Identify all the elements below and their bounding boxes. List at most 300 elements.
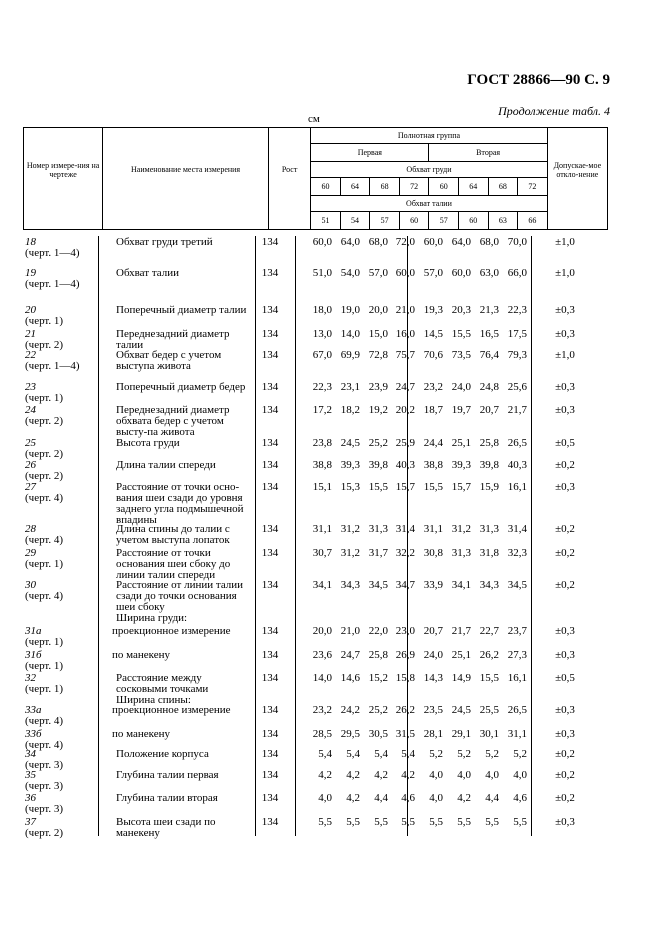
drawing-reference: (черт. 2) <box>25 339 64 351</box>
measurement-value: 28,1 <box>423 728 443 740</box>
drawing-reference: (черт. 4) <box>25 590 64 602</box>
measurement-value: 18,7 <box>423 404 443 416</box>
drawing-reference: (черт. 1) <box>25 660 64 672</box>
tolerance-value: ±0,3 <box>555 625 575 637</box>
measurement-value: 72,0 <box>395 236 415 248</box>
measurement-value: 24,0 <box>451 381 471 393</box>
measurement-value: 25,1 <box>451 437 471 449</box>
measurement-value: 16,0 <box>395 328 415 340</box>
measurement-name: Обхват бедер с учетом выступа живота <box>116 349 222 372</box>
measurement-value: 25,5 <box>479 704 499 716</box>
measurement-value: 5,5 <box>457 816 471 828</box>
chest-size: 60 <box>429 178 459 196</box>
measurement-number: 37 <box>25 816 36 828</box>
measurement-value: 21,3 <box>479 304 499 316</box>
waist-size: 54 <box>340 212 370 230</box>
measurement-value: 4,0 <box>485 769 499 781</box>
measurement-value: 16,5 <box>479 328 499 340</box>
measurement-value: 32,2 <box>395 547 415 559</box>
measurement-name: Ширина спины: <box>116 694 191 706</box>
measurement-value: 34,3 <box>479 579 499 591</box>
measurement-value: 32,3 <box>507 547 527 559</box>
height-value: 134 <box>261 792 279 804</box>
header-first-group: Первая <box>311 144 429 162</box>
measurement-value: 21,7 <box>451 625 471 637</box>
measurement-value: 25,8 <box>479 437 499 449</box>
height-value: 134 <box>261 304 279 316</box>
height-value: 134 <box>261 816 279 828</box>
measurement-value: 79,3 <box>507 349 527 361</box>
measurement-value: 19,0 <box>340 304 360 316</box>
height-value: 134 <box>261 547 279 559</box>
waist-size: 60 <box>459 212 489 230</box>
measurement-name: по манекену <box>112 649 171 661</box>
measurement-name: Длина спины до талии с учетом выступа лопаток <box>116 523 230 546</box>
measurement-value: 31,3 <box>368 523 388 535</box>
measurement-value: 51,0 <box>312 267 332 279</box>
measurement-number: 29 <box>25 547 36 559</box>
measurement-value: 31,1 <box>312 523 332 535</box>
tolerance-value: ±0,3 <box>555 328 575 340</box>
height-value: 134 <box>261 579 279 591</box>
chest-size: 64 <box>340 178 370 196</box>
measurement-value: 23,6 <box>312 649 332 661</box>
measurement-value: 26,5 <box>507 704 527 716</box>
measurement-value: 14,5 <box>423 328 443 340</box>
standard-header: ГОСТ 28866—90 С. 9 <box>467 72 610 88</box>
height-value: 134 <box>261 523 279 535</box>
tolerance-value: ±0,2 <box>555 769 575 781</box>
measurement-value: 60,0 <box>423 236 443 248</box>
measurement-value: 5,5 <box>374 816 388 828</box>
measurement-name: проекционное измерение <box>112 704 231 716</box>
measurement-value: 5,4 <box>346 748 360 760</box>
measurement-number: 30 <box>25 579 36 591</box>
measurement-value: 68,0 <box>479 236 499 248</box>
tolerance-value: ±0,3 <box>555 381 575 393</box>
measurement-value: 23,2 <box>312 704 332 716</box>
measurement-value: 14,0 <box>340 328 360 340</box>
measurement-value: 5,5 <box>346 816 360 828</box>
measurement-value: 24,4 <box>423 437 443 449</box>
chest-size: 68 <box>370 178 400 196</box>
measurement-value: 30,1 <box>479 728 499 740</box>
drawing-reference: (черт. 2) <box>25 448 64 460</box>
measurement-value: 34,5 <box>368 579 388 591</box>
drawing-reference: (черт. 3) <box>25 759 64 771</box>
measurement-name: Глубина талии первая <box>116 769 219 781</box>
tolerance-value: ±0,2 <box>555 579 575 591</box>
measurement-value: 20,7 <box>479 404 499 416</box>
measurement-value: 4,2 <box>346 792 360 804</box>
measurement-name: Положение корпуса <box>116 748 209 760</box>
measurement-name: Глубина талии вторая <box>116 792 218 804</box>
height-value: 134 <box>261 672 279 684</box>
tolerance-value: ±0,2 <box>555 792 575 804</box>
drawing-reference: (черт. 1—4) <box>25 278 80 290</box>
height-value: 134 <box>261 267 279 279</box>
tolerance-value: ±0,3 <box>555 816 575 828</box>
measurement-value: 23,2 <box>423 381 443 393</box>
tolerance-value: ±0,3 <box>555 649 575 661</box>
measurement-value: 39,8 <box>479 459 499 471</box>
measurement-name: Расстояние от точки основания шеи сбоку до линии талии спереди <box>116 547 231 581</box>
measurement-value: 21,0 <box>395 304 415 316</box>
measurement-value: 5,5 <box>429 816 443 828</box>
tolerance-value: ±0,5 <box>555 672 575 684</box>
tolerance-value: ±0,3 <box>555 404 575 416</box>
measurement-number: 24 <box>25 404 36 416</box>
measurement-name: Переднезадний диаметр талии <box>116 328 230 351</box>
column-rule <box>295 236 296 836</box>
measurement-value: 57,0 <box>368 267 388 279</box>
measurement-value: 24,7 <box>395 381 415 393</box>
measurement-value: 4,2 <box>457 792 471 804</box>
chest-size: 60 <box>311 178 341 196</box>
measurement-value: 72,8 <box>368 349 388 361</box>
measurement-value: 23,9 <box>368 381 388 393</box>
measurement-value: 22,0 <box>368 625 388 637</box>
height-value: 134 <box>261 404 279 416</box>
drawing-reference: (черт. 1—4) <box>25 360 80 372</box>
measurement-value: 14,3 <box>423 672 443 684</box>
header-tolerance: Допускае-мое откло-нение <box>547 128 607 212</box>
drawing-reference: (черт. 1—4) <box>25 247 80 259</box>
measurement-value: 5,4 <box>374 748 388 760</box>
drawing-reference: (черт. 2) <box>25 415 64 427</box>
measurement-name: Расстояние от линии талии сзади до точки основания шеи сбоку <box>116 579 244 613</box>
measurement-value: 5,5 <box>513 816 527 828</box>
measurement-value: 23,1 <box>340 381 360 393</box>
measurement-value: 4,2 <box>374 769 388 781</box>
measurement-number: 18 <box>25 236 36 248</box>
measurement-value: 5,2 <box>429 748 443 760</box>
measurement-value: 15,5 <box>423 481 443 493</box>
drawing-reference: (черт. 1) <box>25 392 64 404</box>
drawing-reference: (черт. 4) <box>25 715 64 727</box>
chest-size: 72 <box>518 178 548 196</box>
measurement-value: 22,3 <box>312 381 332 393</box>
measurement-value: 26,2 <box>395 704 415 716</box>
tolerance-value: ±0,3 <box>555 728 575 740</box>
measurement-value: 4,4 <box>374 792 388 804</box>
measurement-value: 31,1 <box>423 523 443 535</box>
measurement-value: 40,3 <box>507 459 527 471</box>
measurement-name: по манекену <box>112 728 171 740</box>
measurement-value: 34,3 <box>340 579 360 591</box>
measurement-value: 5,2 <box>485 748 499 760</box>
measurement-value: 22,7 <box>479 625 499 637</box>
measurement-value: 4,0 <box>429 769 443 781</box>
measurement-number: 35 <box>25 769 36 781</box>
height-value: 134 <box>261 704 279 716</box>
measurement-value: 4,2 <box>346 769 360 781</box>
measurement-number: 26 <box>25 459 36 471</box>
measurement-value: 60,0 <box>395 267 415 279</box>
measurement-value: 31,2 <box>340 523 360 535</box>
chest-size: 72 <box>399 178 429 196</box>
height-value: 134 <box>261 236 279 248</box>
measurement-name: Переднезадний диаметр обхвата бедер с учетом высту-па живота <box>116 404 230 438</box>
measurement-value: 24,5 <box>340 437 360 449</box>
drawing-reference: (черт. 1) <box>25 636 64 648</box>
height-value: 134 <box>261 481 279 493</box>
tolerance-value: ±1,0 <box>555 349 575 361</box>
measurement-value: 19,7 <box>451 404 471 416</box>
tolerance-value: ±0,5 <box>555 437 575 449</box>
measurement-value: 22,3 <box>507 304 527 316</box>
measurement-number: 22 <box>25 349 36 361</box>
drawing-reference: (черт. 1) <box>25 683 64 695</box>
measurement-value: 15,0 <box>368 328 388 340</box>
waist-size: 51 <box>311 212 341 230</box>
measurement-value: 26,5 <box>507 437 527 449</box>
measurement-name: Обхват талии <box>116 267 180 279</box>
measurement-name: Расстояние от точки осно-вания шеи сзади до уровня заднего угла подмышечной впадины <box>116 481 244 526</box>
height-value: 134 <box>261 769 279 781</box>
measurement-value: 39,8 <box>368 459 388 471</box>
measurement-value: 15,2 <box>368 672 388 684</box>
height-value: 134 <box>261 328 279 340</box>
measurement-number: 20 <box>25 304 36 316</box>
measurement-value: 39,3 <box>451 459 471 471</box>
measurement-value: 4,6 <box>513 792 527 804</box>
measurement-value: 31,4 <box>507 523 527 535</box>
measurement-value: 29,1 <box>451 728 471 740</box>
measurement-value: 5,5 <box>485 816 499 828</box>
measurement-value: 31,4 <box>395 523 415 535</box>
measurement-value: 75,7 <box>395 349 415 361</box>
header-number: Номер измере-ния на чертеже <box>24 128 103 212</box>
measurement-number: 31б <box>25 649 42 661</box>
measurement-value: 15,7 <box>395 481 415 493</box>
measurement-value: 5,2 <box>457 748 471 760</box>
measurement-value: 33,9 <box>423 579 443 591</box>
drawing-reference: (черт. 1) <box>25 315 64 327</box>
measurement-value: 76,4 <box>479 349 499 361</box>
waist-size: 57 <box>429 212 459 230</box>
measurement-value: 25,6 <box>507 381 527 393</box>
measurement-value: 31,1 <box>507 728 527 740</box>
measurement-value: 34,7 <box>395 579 415 591</box>
tolerance-value: ±0,3 <box>555 481 575 493</box>
measurement-value: 5,2 <box>513 748 527 760</box>
drawing-reference: (черт. 4) <box>25 739 64 751</box>
drawing-reference: (черт. 3) <box>25 803 64 815</box>
tolerance-value: ±0,2 <box>555 547 575 559</box>
measurement-value: 64,0 <box>340 236 360 248</box>
tolerance-value: ±0,2 <box>555 748 575 760</box>
measurement-value: 23,0 <box>395 625 415 637</box>
measurement-value: 27,3 <box>507 649 527 661</box>
measurement-value: 24,5 <box>451 704 471 716</box>
measurement-name: Ширина груди: <box>116 612 188 624</box>
continuation-label: Продолжение табл. 4 <box>498 104 610 118</box>
measurement-value: 14,0 <box>312 672 332 684</box>
measurement-value: 4,6 <box>401 792 415 804</box>
drawing-reference: (черт. 3) <box>25 780 64 792</box>
column-rule <box>255 236 256 836</box>
measurement-name: проекционное измерение <box>112 625 231 637</box>
measurement-number: 21 <box>25 328 36 340</box>
measurement-value: 5,4 <box>401 748 415 760</box>
tolerance-value: ±0,3 <box>555 304 575 316</box>
column-rule <box>98 236 99 836</box>
column-rule <box>407 236 408 836</box>
tolerance-value: ±0,2 <box>555 523 575 535</box>
header-height: Рост <box>268 128 310 212</box>
height-value: 134 <box>261 748 279 760</box>
measurement-value: 24,2 <box>340 704 360 716</box>
measurement-value: 20,7 <box>423 625 443 637</box>
measurement-value: 23,5 <box>423 704 443 716</box>
measurement-value: 73,5 <box>451 349 471 361</box>
measurement-value: 4,2 <box>401 769 415 781</box>
measurement-number: 32 <box>25 672 36 684</box>
measurement-value: 34,5 <box>507 579 527 591</box>
measurement-value: 70,0 <box>507 236 527 248</box>
measurement-value: 5,5 <box>318 816 332 828</box>
measurement-value: 34,1 <box>312 579 332 591</box>
measurement-value: 4,0 <box>513 769 527 781</box>
measurement-value: 66,0 <box>507 267 527 279</box>
measurement-value: 29,5 <box>340 728 360 740</box>
measurement-number: 36 <box>25 792 36 804</box>
measurement-name: Расстояние между сосковыми точками <box>116 672 209 695</box>
measurement-value: 25,8 <box>368 649 388 661</box>
unit-label: см <box>308 113 320 125</box>
measurement-number: 27 <box>25 481 36 493</box>
measurement-value: 16,1 <box>507 481 527 493</box>
measurement-value: 24,8 <box>479 381 499 393</box>
measurement-value: 31,3 <box>479 523 499 535</box>
measurement-value: 19,2 <box>368 404 388 416</box>
measurement-value: 23,7 <box>507 625 527 637</box>
measurement-value: 38,8 <box>312 459 332 471</box>
height-value: 134 <box>261 625 279 637</box>
measurement-value: 5,5 <box>401 816 415 828</box>
measurement-value: 63,0 <box>479 267 499 279</box>
measurement-number: 28 <box>25 523 36 535</box>
measurement-value: 14,9 <box>451 672 471 684</box>
measurement-value: 25,9 <box>395 437 415 449</box>
measurement-value: 17,2 <box>312 404 332 416</box>
measurement-value: 28,5 <box>312 728 332 740</box>
header-waist: Обхват талии <box>311 196 548 212</box>
drawing-reference: (черт. 1) <box>25 558 64 570</box>
drawing-reference: (черт. 4) <box>25 534 64 546</box>
measurement-value: 67,0 <box>312 349 332 361</box>
measurement-value: 31,5 <box>395 728 415 740</box>
measurement-value: 15,7 <box>451 481 471 493</box>
measurement-value: 30,5 <box>368 728 388 740</box>
measurement-value: 19,3 <box>423 304 443 316</box>
measurement-value: 39,3 <box>340 459 360 471</box>
height-value: 134 <box>261 649 279 661</box>
measurement-value: 64,0 <box>451 236 471 248</box>
measurement-value: 20,0 <box>312 625 332 637</box>
height-value: 134 <box>261 459 279 471</box>
measurement-value: 15,8 <box>395 672 415 684</box>
measurement-value: 15,1 <box>312 481 332 493</box>
measurement-value: 4,0 <box>457 769 471 781</box>
measurement-value: 5,4 <box>318 748 332 760</box>
measurement-value: 15,5 <box>368 481 388 493</box>
table-header <box>23 127 608 230</box>
measurement-number: 33б <box>25 728 42 740</box>
header-second-group: Вторая <box>429 144 547 162</box>
measurement-value: 25,2 <box>368 437 388 449</box>
measurement-value: 20,2 <box>395 404 415 416</box>
measurement-value: 25,2 <box>368 704 388 716</box>
measurement-value: 21,7 <box>507 404 527 416</box>
measurement-value: 20,3 <box>451 304 471 316</box>
measurement-value: 18,0 <box>312 304 332 316</box>
measurement-value: 60,0 <box>451 267 471 279</box>
measurement-name: Поперечный диаметр талии <box>116 304 247 316</box>
measurement-value: 26,9 <box>395 649 415 661</box>
drawing-reference: (черт. 4) <box>25 492 64 504</box>
measurement-number: 33а <box>25 704 42 716</box>
measurement-number: 34 <box>25 748 36 760</box>
measurement-value: 21,0 <box>340 625 360 637</box>
measurement-value: 40,3 <box>395 459 415 471</box>
measurement-value: 4,0 <box>318 792 332 804</box>
measurement-number: 23 <box>25 381 36 393</box>
measurement-value: 30,8 <box>423 547 443 559</box>
measurement-name: Высота шеи сзади по манекену <box>116 816 216 839</box>
measurement-value: 26,2 <box>479 649 499 661</box>
tolerance-value: ±1,0 <box>555 267 575 279</box>
measurement-value: 60,0 <box>312 236 332 248</box>
waist-size: 60 <box>399 212 429 230</box>
waist-size: 66 <box>518 212 548 230</box>
measurement-value: 69,9 <box>340 349 360 361</box>
measurement-value: 30,7 <box>312 547 332 559</box>
measurement-value: 31,3 <box>451 547 471 559</box>
drawing-reference: (черт. 2) <box>25 470 64 482</box>
measurement-value: 15,9 <box>479 481 499 493</box>
measurement-value: 54,0 <box>340 267 360 279</box>
measurement-value: 25,1 <box>451 649 471 661</box>
measurement-value: 15,5 <box>479 672 499 684</box>
measurement-value: 15,3 <box>340 481 360 493</box>
measurement-name: Высота груди <box>116 437 180 449</box>
measurement-number: 19 <box>25 267 36 279</box>
height-value: 134 <box>261 728 279 740</box>
measurement-value: 13,0 <box>312 328 332 340</box>
measurement-value: 23,8 <box>312 437 332 449</box>
chest-size: 64 <box>459 178 489 196</box>
measurement-value: 31,8 <box>479 547 499 559</box>
measurement-value: 57,0 <box>423 267 443 279</box>
measurement-value: 68,0 <box>368 236 388 248</box>
measurement-value: 38,8 <box>423 459 443 471</box>
measurement-value: 31,2 <box>451 523 471 535</box>
height-value: 134 <box>261 437 279 449</box>
measurement-value: 31,7 <box>368 547 388 559</box>
tolerance-value: ±1,0 <box>555 236 575 248</box>
measurement-value: 15,5 <box>451 328 471 340</box>
measurement-value: 14,6 <box>340 672 360 684</box>
height-value: 134 <box>261 381 279 393</box>
measurement-name: Длина талии спереди <box>116 459 216 471</box>
measurement-value: 24,7 <box>340 649 360 661</box>
measurement-value: 18,2 <box>340 404 360 416</box>
header-chest: Обхват груди <box>311 162 548 178</box>
measurement-value: 31,2 <box>340 547 360 559</box>
header-name: Наименование места измерения <box>103 128 269 212</box>
